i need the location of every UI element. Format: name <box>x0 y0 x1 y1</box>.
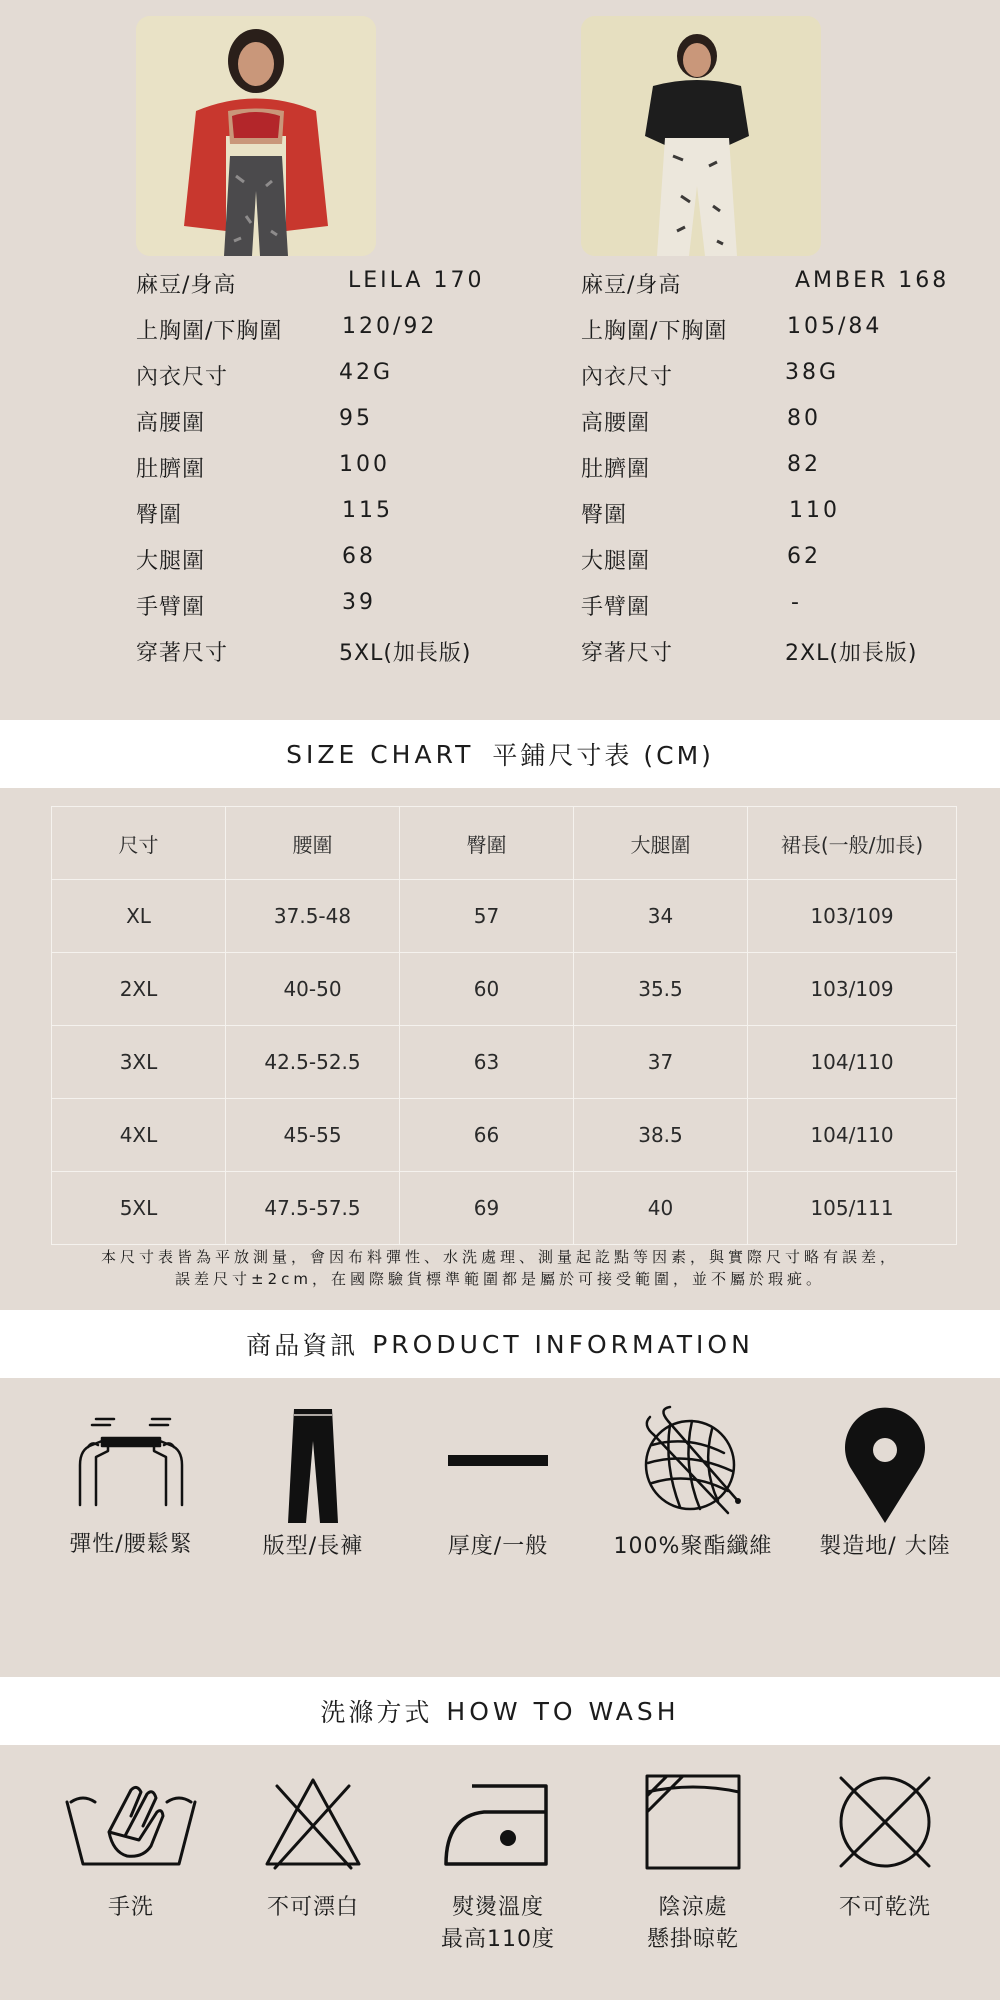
product-info-item <box>218 1405 408 1563</box>
model-row-value: LEILA 170 <box>348 268 485 293</box>
model-row-key: 穿著尺寸 <box>581 641 674 666</box>
table-cell: 60 <box>400 953 574 1026</box>
model-row-key: 手臂圍 <box>581 595 651 620</box>
location-pin-icon <box>820 1405 950 1525</box>
model-row-value: 42G <box>339 360 394 385</box>
model-row-key: 麻豆/身高 <box>581 273 682 298</box>
wash-label <box>403 1892 593 1956</box>
model-row-key: 麻豆/身高 <box>136 273 237 298</box>
table-row <box>52 1172 957 1245</box>
size-table-header-cell: 臀圍 <box>400 807 574 880</box>
size-chart-heading <box>0 720 1000 788</box>
model-amber-illustration <box>581 16 821 256</box>
table-cell: 5XL <box>52 1172 226 1245</box>
wash-label-line: 陰涼處 <box>658 1895 728 1920</box>
wash-label <box>790 1892 980 1924</box>
model-row-value: 2XL(加長版) <box>785 641 918 666</box>
model-row-value: 120/92 <box>342 314 438 339</box>
product-info-label: 彈性/腰鬆緊 <box>69 1532 193 1557</box>
how-to-wash-heading-zh: 洗滌方式 <box>320 1698 433 1727</box>
size-table-header-row <box>52 807 957 880</box>
model-row-value: 105/84 <box>787 314 883 339</box>
model-row-key: 內衣尺寸 <box>136 365 229 390</box>
model-row-value: 68 <box>342 544 376 569</box>
wash-item <box>218 1772 408 1924</box>
line-dry-shade-icon <box>623 1772 763 1872</box>
product-info-label: 100%聚酯纖維 <box>613 1534 773 1559</box>
model-row-value: 80 <box>787 406 821 431</box>
hand-wash-icon <box>61 1772 201 1872</box>
model-row-key: 肚臍圍 <box>136 457 206 482</box>
model-row-value: 39 <box>342 590 376 615</box>
table-cell: 37 <box>574 1026 748 1099</box>
model-row-value: 62 <box>787 544 821 569</box>
model-row-key: 臀圍 <box>581 503 628 528</box>
product-info-item <box>36 1405 226 1561</box>
size-chart-heading-zh: 平鋪尺寸表 (CM) <box>492 741 714 770</box>
table-cell: 69 <box>400 1172 574 1245</box>
size-table-header-cell: 尺寸 <box>52 807 226 880</box>
model-row-value: - <box>791 590 802 615</box>
model-row-value: 115 <box>342 498 393 523</box>
product-info-heading <box>0 1310 1000 1378</box>
size-chart-note <box>20 1246 980 1290</box>
table-cell: 37.5-48 <box>226 880 400 953</box>
model-row-key: 大腿圍 <box>136 549 206 574</box>
elastic-waist-icon <box>66 1405 196 1515</box>
table-cell: 103/109 <box>748 880 957 953</box>
no-dry-clean-icon <box>815 1772 955 1872</box>
model-row-key: 上胸圍/下胸圍 <box>136 319 283 344</box>
model-row-key: 大腿圍 <box>581 549 651 574</box>
model-leila-illustration <box>136 16 376 256</box>
wash-item <box>790 1772 980 1924</box>
table-cell: 40-50 <box>226 953 400 1026</box>
wash-item <box>36 1772 226 1924</box>
size-chart-note-line: 本尺寸表皆為平放測量，會因布料彈性、水洗處理、測量起訖點等因素，與實際尺寸略有誤差， <box>100 1248 899 1266</box>
size-table-header-cell: 大腿圍 <box>574 807 748 880</box>
table-cell: 47.5-57.5 <box>226 1172 400 1245</box>
table-cell: 40 <box>574 1172 748 1245</box>
size-table-header-cell: 裙長(一般/加長) <box>748 807 957 880</box>
thickness-line-icon <box>433 1405 563 1525</box>
table-cell: 105/111 <box>748 1172 957 1245</box>
table-cell: 4XL <box>52 1099 226 1172</box>
model-row-value: AMBER 168 <box>795 268 950 293</box>
table-cell: 103/109 <box>748 953 957 1026</box>
iron-icon <box>428 1772 568 1872</box>
wash-label-line: 熨燙溫度 <box>451 1895 544 1920</box>
model-row-key: 上胸圍/下胸圍 <box>581 319 728 344</box>
model-row-value: 95 <box>339 406 373 431</box>
table-row <box>52 953 957 1026</box>
model-measurements-section <box>0 0 1000 720</box>
wash-label <box>218 1892 408 1924</box>
model-row-key: 肚臍圍 <box>581 457 651 482</box>
model-row-value: 38G <box>785 360 840 385</box>
wash-label-line: 不可乾洗 <box>838 1895 931 1920</box>
model-row-key: 穿著尺寸 <box>136 641 229 666</box>
wash-label <box>598 1892 788 1956</box>
model-row-key: 高腰圍 <box>581 411 651 436</box>
table-cell: 42.5-52.5 <box>226 1026 400 1099</box>
product-info-heading-zh: 商品資訊 <box>246 1331 359 1360</box>
table-cell: 104/110 <box>748 1099 957 1172</box>
table-cell: 57 <box>400 880 574 953</box>
model-row-key: 手臂圍 <box>136 595 206 620</box>
model-row-value: 5XL(加長版) <box>339 641 472 666</box>
model-amber-photo <box>581 16 821 256</box>
size-chart-heading-en: SIZE CHART <box>286 739 475 769</box>
table-cell: 2XL <box>52 953 226 1026</box>
model-row-value: 100 <box>339 452 390 477</box>
product-info-item <box>598 1405 788 1563</box>
yarn-ball-icon <box>628 1405 758 1525</box>
table-cell: 45-55 <box>226 1099 400 1172</box>
product-info-item <box>790 1405 980 1563</box>
table-cell: 3XL <box>52 1026 226 1099</box>
how-to-wash-heading <box>0 1677 1000 1745</box>
model-row-key: 高腰圍 <box>136 411 206 436</box>
product-info-heading-en: PRODUCT INFORMATION <box>372 1329 754 1359</box>
table-row <box>52 1026 957 1099</box>
size-chart-note-line: 誤差尺寸±2cm，在國際驗貨標準範圍都是屬於可接受範圍，並不屬於瑕疵。 <box>175 1270 825 1288</box>
table-cell: 34 <box>574 880 748 953</box>
wash-item <box>403 1772 593 1956</box>
table-cell: XL <box>52 880 226 953</box>
product-info-label: 製造地/ 大陸 <box>819 1534 951 1559</box>
wash-item <box>598 1772 788 1956</box>
table-cell: 104/110 <box>748 1026 957 1099</box>
long-pants-icon <box>248 1405 378 1525</box>
table-cell: 35.5 <box>574 953 748 1026</box>
table-row <box>52 880 957 953</box>
model-row-key: 內衣尺寸 <box>581 365 674 390</box>
product-info-label: 版型/長褲 <box>262 1534 364 1559</box>
wash-label-line: 懸掛晾乾 <box>646 1927 739 1952</box>
model-row-value: 82 <box>787 452 821 477</box>
table-cell: 38.5 <box>574 1099 748 1172</box>
size-chart-table <box>51 806 957 1245</box>
product-info-item <box>403 1405 593 1563</box>
wash-label-line: 不可漂白 <box>266 1895 359 1920</box>
table-cell: 66 <box>400 1099 574 1172</box>
wash-label-line: 手洗 <box>107 1895 154 1920</box>
wash-label-line: 最高110度 <box>441 1927 555 1952</box>
model-row-value: 110 <box>789 498 840 523</box>
wash-label <box>36 1892 226 1924</box>
size-table-header-cell: 腰圍 <box>226 807 400 880</box>
model-leila-photo <box>136 16 376 256</box>
no-bleach-icon <box>243 1772 383 1872</box>
model-row-key: 臀圍 <box>136 503 183 528</box>
table-row <box>52 1099 957 1172</box>
product-info-label: 厚度/一般 <box>447 1534 549 1559</box>
table-cell: 63 <box>400 1026 574 1099</box>
how-to-wash-heading-en: HOW TO WASH <box>446 1696 680 1726</box>
